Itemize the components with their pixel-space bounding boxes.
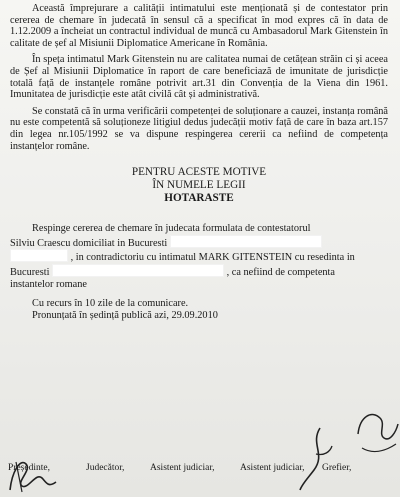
- ruling-line-5: instantelor romane: [10, 278, 87, 290]
- ruling-heading: [10, 166, 388, 205]
- president-label: Președinte,: [8, 463, 50, 473]
- ruling-line-4-text-b: , ca nefiind de competenta: [226, 266, 335, 278]
- ruling-line-3-text: , in contradictoriu cu intimatul MARK GITENSTEIN cu resedinta in: [70, 252, 355, 264]
- heading-line-1: PENTRU ACESTE MOTIVE: [131, 166, 267, 179]
- redacted-address-2: [10, 249, 68, 262]
- president-signature-icon: [2, 452, 62, 497]
- stamp-signature-icon: [352, 404, 400, 464]
- appeal-line: Cu recurs în 10 zile de la comunicare.: [32, 298, 189, 310]
- clerk-label: Grefier,: [322, 463, 352, 473]
- assistant-label-2: Asistent judiciar,: [240, 463, 305, 473]
- paragraph-1: Această împrejurare a calității intimatului este menționată și de contestator prin cererea de chemare în judecată în sensul că a specificat în mod expres că în data de 1.12.2009 a încheiat un contractul individual de muncă cu Ambasadorul Mark Gitenstein în calitate de șef al Misiunii Diplomatice Americane în România.: [10, 3, 388, 49]
- ruling-line-2: [10, 235, 388, 250]
- document-body: [10, 3, 388, 321]
- paragraph-3: Se constată că în urma verificării competenței de soluționare a cauzei, instanța română nu este competentă să soluționeze litigiul dedus judecății motiv față de care în baza art.157 din legea nr.105/1992 se va dispune respingerea cererii ca nefiind de competența instanțelor române.: [10, 105, 388, 152]
- ruling-line-3: [10, 249, 388, 264]
- clerk-signature-icon: [290, 424, 340, 494]
- redacted-address-1: [170, 235, 322, 248]
- ruling-line-4: [10, 264, 388, 279]
- judge-label: Judecător,: [86, 463, 125, 473]
- signature-row: [0, 452, 400, 497]
- ruling-line-4-text-a: Bucuresti: [10, 266, 50, 278]
- assistant-label-1: Asistent judiciar,: [150, 463, 215, 473]
- ruling-line-1: Respinge cererea de chemare în judecata formulata de contestatorul: [32, 223, 311, 235]
- ruling-line-2-text: Silviu Craescu domiciliat in Bucuresti: [10, 237, 168, 249]
- paragraph-2: În speța intimatul Mark Gitenstein nu are calitatea numai de cetățean străin ci și aceea de Șef al Misiunii Diplomatice în raport de care beneficiază de imunitate de jurisdicție totală față de instanțele române potrivit art.31 din Convenția de la Viena din 1961. Imunitatea de jurisdicție este atât civilă cât și administrativă.: [10, 54, 388, 101]
- pronounced-line: Pronunțată în ședință publică azi, 29.09.2010: [32, 309, 218, 321]
- heading-line-3: HOTARASTE: [164, 192, 234, 205]
- heading-line-2: ÎN NUMELE LEGII: [152, 179, 246, 192]
- redacted-address-3: [52, 264, 224, 277]
- ruling-text: [10, 223, 388, 321]
